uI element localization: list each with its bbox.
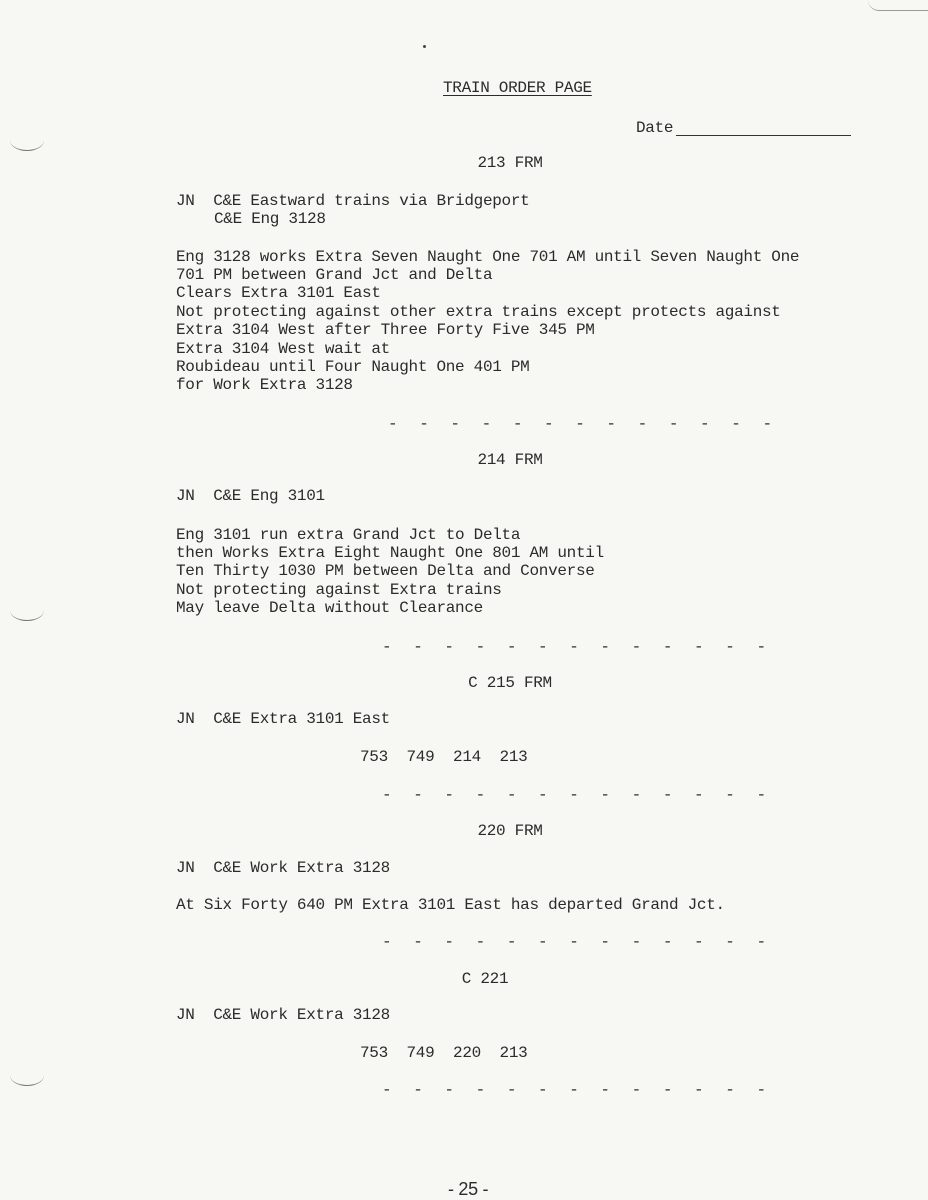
order-text-line: for Work Extra 3128: [176, 376, 353, 394]
order-number: 214 FRM: [477, 451, 543, 469]
order-text-line: Ten Thirty 1030 PM between Delta and Converse: [176, 562, 595, 580]
order-codes: 753 749 220 213: [360, 1044, 528, 1062]
order-text-line: Eng 3128 works Extra Seven Naught One 701 AM until Seven Naught One: [176, 248, 800, 266]
binder-hole: [10, 1065, 44, 1086]
order-number: C 221: [461, 970, 509, 988]
binder-hole: [10, 130, 44, 151]
date-field-line[interactable]: [676, 135, 851, 136]
order-number: C 215 FRM: [468, 674, 552, 692]
separator: - - - - - - - - - - - - -: [382, 1081, 773, 1099]
order-text-line: Eng 3101 run extra Grand Jct to Delta: [176, 526, 521, 544]
order-text-line: Extra 3104 West after Three Forty Five 345 PM: [176, 321, 595, 339]
separator: - - - - - - - - - - - - -: [382, 638, 773, 656]
separator: - - - - - - - - - - - - -: [388, 415, 779, 433]
order-codes: 753 749 214 213: [360, 748, 528, 766]
order-text-line: May leave Delta without Clearance: [176, 599, 483, 617]
order-text-line: Extra 3104 West wait at: [176, 340, 390, 358]
order-number: 213 FRM: [477, 154, 543, 172]
separator: - - - - - - - - - - - - -: [382, 786, 773, 804]
order-number: 220 FRM: [477, 822, 543, 840]
separator: - - - - - - - - - - - - -: [382, 933, 773, 951]
binder-hole: [10, 600, 44, 621]
order-address: JN C&E Work Extra 3128: [176, 859, 390, 877]
order-text-line: Not protecting against other extra trains except protects against: [176, 303, 781, 321]
date-label: Date: [636, 119, 674, 137]
order-text-line: Roubideau until Four Naught One 401 PM: [176, 358, 530, 376]
page-number: - 25 -: [448, 1179, 489, 1199]
order-text-line: Not protecting against Extra trains: [176, 581, 502, 599]
order-text-line: Clears Extra 3101 East: [176, 284, 381, 302]
order-address: JN C&E Extra 3101 East: [176, 710, 390, 728]
order-address: JN C&E Eastward trains via Bridgeport: [176, 192, 530, 210]
order-address-line-2: C&E Eng 3128: [214, 210, 326, 228]
page-corner-curl: [868, 0, 928, 11]
order-text-line: At Six Forty 640 PM Extra 3101 East has departed Grand Jct.: [176, 896, 725, 914]
order-text-line: then Works Extra Eight Naught One 801 AM until: [176, 544, 604, 562]
order-address: JN C&E Eng 3101: [176, 487, 325, 505]
page-title: TRAIN ORDER PAGE: [443, 79, 592, 97]
order-text-line: 701 PM between Grand Jct and Delta: [176, 266, 493, 284]
ink-speck: [423, 45, 426, 48]
order-address: JN C&E Work Extra 3128: [176, 1006, 390, 1024]
